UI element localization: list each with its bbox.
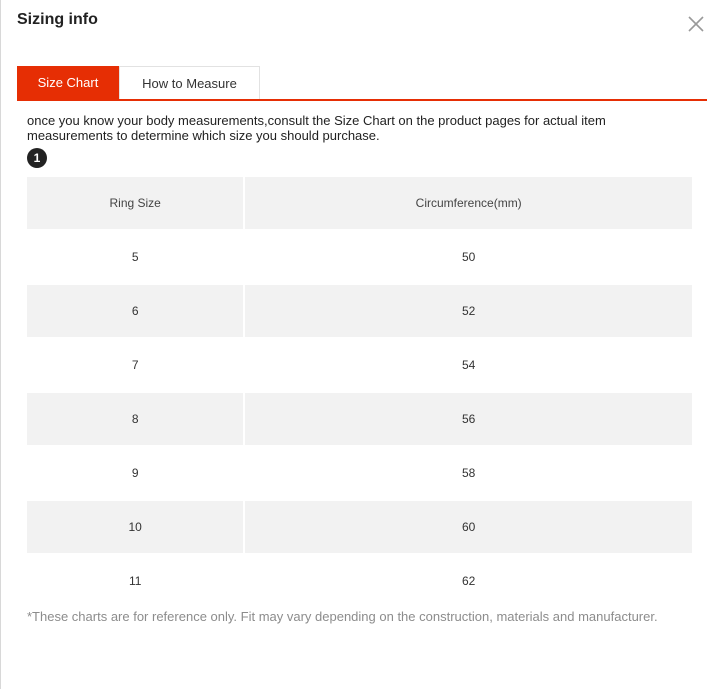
tab-size-chart[interactable]: Size Chart bbox=[17, 66, 119, 99]
circumference-cell: 62 bbox=[462, 574, 476, 588]
circumference-cell: 52 bbox=[245, 285, 692, 337]
table-row bbox=[27, 393, 692, 445]
tab-bar bbox=[17, 66, 707, 101]
circumference-cell: 56 bbox=[245, 393, 692, 445]
ring-size-cell: 5 bbox=[131, 250, 139, 264]
close-button[interactable] bbox=[687, 15, 705, 33]
table-header-row bbox=[27, 177, 692, 229]
close-icon bbox=[687, 15, 705, 33]
tab-how-to-measure[interactable]: How to Measure bbox=[119, 66, 260, 99]
reference-footnote: *These charts are for reference only. Fit may vary depending on the construction, materials and manufacturer. bbox=[27, 609, 658, 624]
ring-size-cell: 7 bbox=[131, 358, 139, 372]
circumference-cell: 58 bbox=[462, 466, 476, 480]
ring-size-cell: 11 bbox=[128, 574, 142, 588]
table-row bbox=[27, 501, 692, 553]
dialog-title: Sizing info bbox=[17, 11, 98, 28]
circumference-cell: 60 bbox=[245, 501, 692, 553]
table-row bbox=[27, 339, 692, 391]
circumference-cell: 50 bbox=[462, 250, 476, 264]
table-row bbox=[27, 285, 692, 337]
column-header-circumference: Circumference(mm) bbox=[245, 177, 692, 229]
table-row bbox=[27, 231, 692, 283]
ring-size-cell: 10 bbox=[27, 501, 243, 553]
intro-text: once you know your body measurements,consult the Size Chart on the product pages for actual item measurements to determine which size you should purchase. bbox=[27, 113, 606, 143]
column-header-ring-size: Ring Size bbox=[27, 177, 243, 229]
table-row bbox=[27, 555, 692, 607]
size-chart-table bbox=[25, 175, 694, 609]
table-row bbox=[27, 447, 692, 499]
ring-size-cell: 6 bbox=[27, 285, 243, 337]
circumference-cell: 54 bbox=[462, 358, 476, 372]
ring-size-cell: 9 bbox=[131, 466, 139, 480]
step-number-badge: 1 bbox=[27, 148, 47, 168]
ring-size-cell: 8 bbox=[27, 393, 243, 445]
